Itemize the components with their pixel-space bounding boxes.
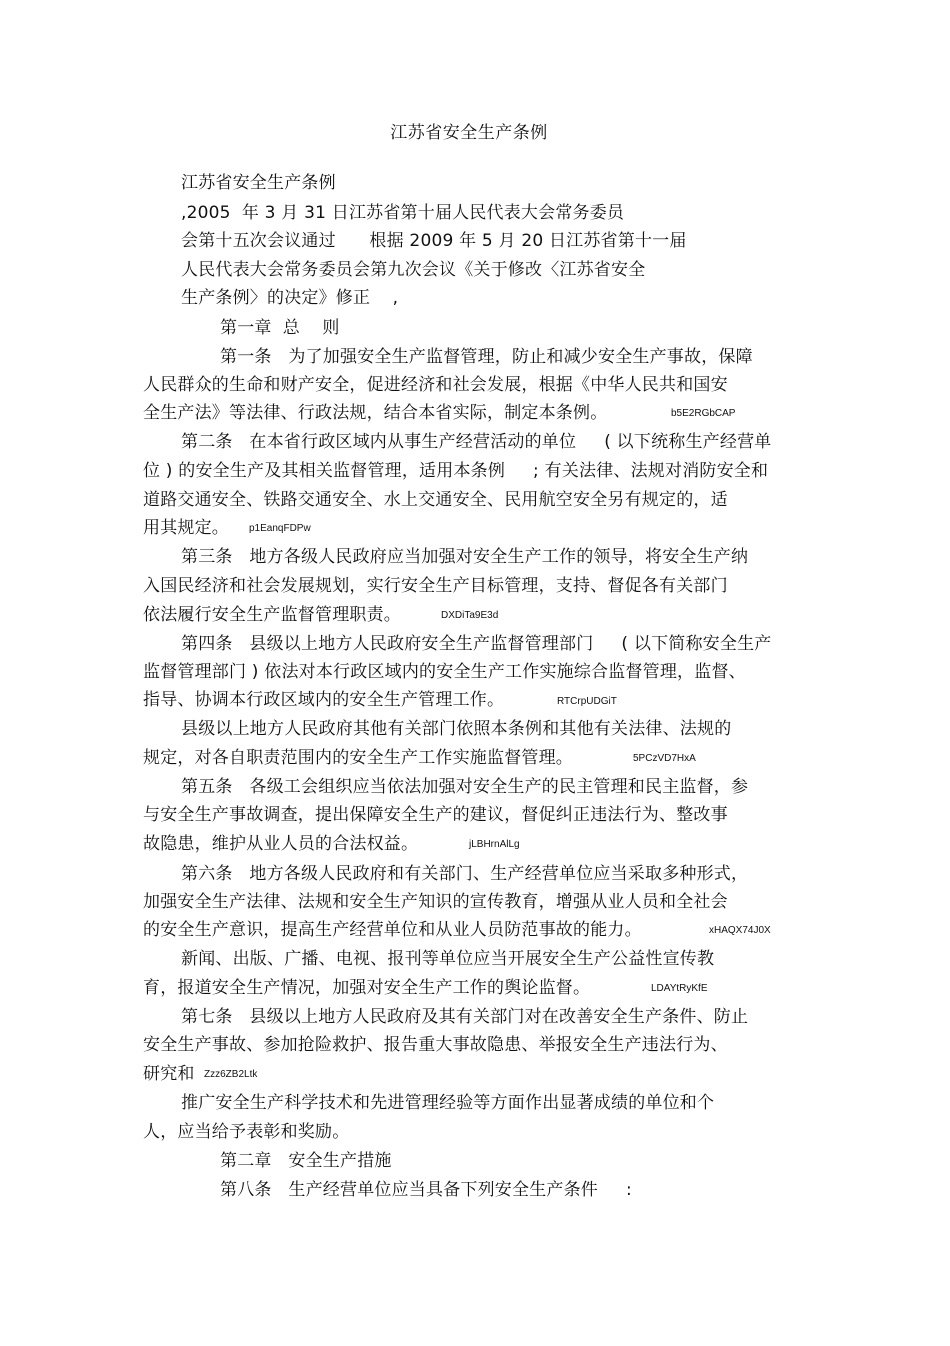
- text-line: 故隐患，维护从业人员的合法权益。: [143, 834, 419, 854]
- text-line: 指导、协调本行政区域内的安全生产管理工作。: [143, 690, 505, 710]
- text-line: 人民群众的生命和财产安全，促进经济和社会发展，根据《中华人民共和国安: [143, 375, 728, 395]
- text-line: 第一条 为了加强安全生产监督管理，防止和减少安全生产事故，保障: [220, 347, 753, 367]
- reference-code: RTCrpUDGiT: [557, 696, 617, 707]
- text-line: 监督管理部门 ) 依法对本行政区域内的安全生产工作实施综合监督管理，监督、: [143, 662, 746, 682]
- text-line: ,2005 年 3 月 31 日江苏省第十届人民代表大会常务委员: [181, 203, 625, 223]
- text-line: 的安全生产意识，提高生产经营单位和从业人员防范事故的能力。: [143, 920, 642, 940]
- text-line: 会第十五次会议通过 根据 2009 年 5 月 20 日江苏省第十一届: [181, 231, 687, 251]
- document-title: 江苏省安全生产条例: [390, 123, 548, 143]
- text-line: 第五条 各级工会组织应当依法加强对安全生产的民主管理和民主监督，参: [181, 777, 749, 797]
- text-line: 安全生产事故、参加抢险救护、报告重大事故隐患、举报安全生产违法行为、: [143, 1035, 728, 1055]
- text-line: 县级以上地方人民政府其他有关部门依照本条例和其他有关法律、法规的: [181, 719, 732, 739]
- text-line: 第八条 生产经营单位应当具备下列安全生产条件 :: [220, 1180, 632, 1200]
- text-line: 育，报道安全生产情况，加强对安全生产工作的舆论监督。: [143, 978, 591, 998]
- reference-code: DXDiTa9E3d: [441, 610, 499, 621]
- reference-code: b5E2RGbCAP: [671, 408, 736, 419]
- reference-code: p1EanqFDPw: [249, 523, 311, 534]
- text-line: 人，应当给予表彰和奖励。: [143, 1122, 350, 1142]
- text-line: 用其规定。: [143, 518, 229, 538]
- text-line: 江苏省安全生产条例: [181, 173, 336, 193]
- chapter-heading: 第一章 总 则: [220, 318, 340, 338]
- text-line: 全生产法》等法律、行政法规，结合本省实际，制定本条例。: [143, 403, 608, 423]
- text-line: 规定，对各自职责范围内的安全生产工作实施监督管理。: [143, 748, 573, 768]
- text-line: 道路交通安全、铁路交通安全、水上交通安全、民用航空安全另有规定的，适: [143, 490, 728, 510]
- text-line: 第二条 在本省行政区域内从事生产经营活动的单位 ( 以下统称生产经营单: [181, 432, 772, 452]
- reference-code: Zzz6ZB2Ltk: [204, 1069, 258, 1080]
- text-line: 加强安全生产法律、法规和安全生产知识的宣传教育，增强从业人员和全社会: [143, 892, 728, 912]
- text-line: 第四条 县级以上地方人民政府安全生产监督管理部门 ( 以下简称安全生产: [181, 634, 772, 654]
- text-line: 入国民经济和社会发展规划，实行安全生产目标管理，支持、督促各有关部门: [143, 576, 728, 596]
- reference-code: jLBHrnAlLg: [469, 839, 520, 850]
- reference-code: LDAYtRyKfE: [651, 983, 708, 994]
- text-line: 生产条例〉的决定》修正 ,: [181, 288, 399, 308]
- reference-code: xHAQX74J0X: [709, 925, 771, 936]
- text-line: 第六条 地方各级人民政府和有关部门、生产经营单位应当采取多种形式，: [181, 864, 749, 884]
- text-line: 第七条 县级以上地方人民政府及其有关部门对在改善安全生产条件、防止: [181, 1007, 749, 1027]
- text-line: 依法履行安全生产监督管理职责。: [143, 605, 401, 625]
- text-line: 人民代表大会常务委员会第九次会议《关于修改〈江苏省安全: [181, 260, 646, 280]
- text-line: 位 ) 的安全生产及其相关监督管理，适用本条例 ; 有关法律、法规对消防安全和: [143, 461, 769, 481]
- reference-code: 5PCzVD7HxA: [633, 753, 696, 764]
- text-line: 推广安全生产科学技术和先进管理经验等方面作出显著成绩的单位和个: [181, 1093, 715, 1113]
- text-line: 第三条 地方各级人民政府应当加强对安全生产工作的领导，将安全生产纳: [181, 547, 749, 567]
- text-line: 研究和: [143, 1064, 195, 1084]
- text-line: 新闻、出版、广播、电视、报刊等单位应当开展安全生产公益性宣传教: [181, 949, 715, 969]
- text-line: 与安全生产事故调查，提出保障安全生产的建议，督促纠正违法行为、整改事: [143, 805, 728, 825]
- chapter-heading: 第二章 安全生产措施: [220, 1151, 392, 1171]
